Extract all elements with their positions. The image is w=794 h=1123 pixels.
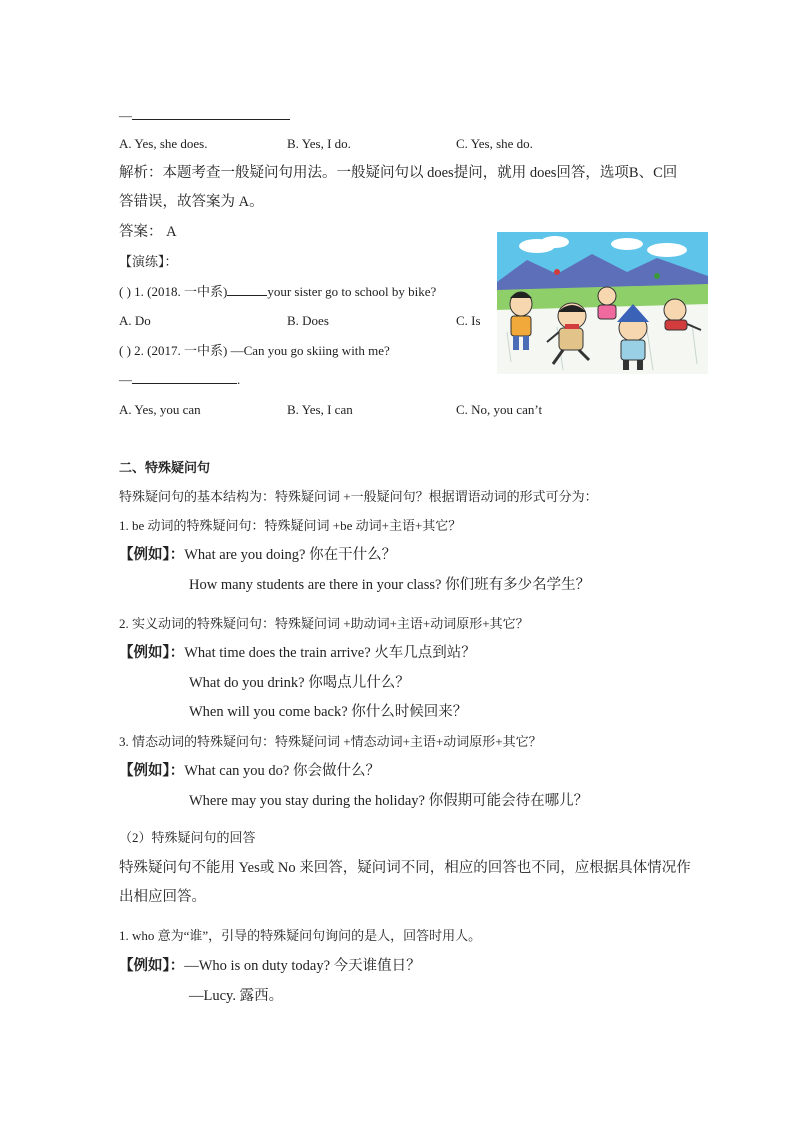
example-1: [119, 546, 396, 564]
dash: —: [119, 372, 132, 387]
q2-answer-line: [119, 371, 240, 389]
example-text: What time does the train arrive? 火车几点到站？: [184, 645, 476, 661]
q1-option-a: A. Do: [119, 313, 151, 328]
answer-text: 答案： A: [119, 224, 177, 240]
subsection-title: （2）特殊疑问句的回答: [119, 830, 256, 845]
example-text: What are you doing? 你在干什么？: [184, 547, 397, 563]
q2-text: 2. (2017. 一中系) —Can you go skiing with me?: [134, 343, 390, 358]
item-2: 2. 实义动词的特殊疑问句：特殊疑问词 +助动词+主语+动词原形+其它？: [119, 616, 529, 631]
prev-option-b: B. Yes, I do.: [287, 136, 351, 151]
cartoon-illustration: [497, 232, 708, 374]
q1-suffix: your sister go to school by bike?: [267, 284, 437, 299]
example-text: What can you do? 你会做什么？: [184, 763, 380, 779]
answer-line: [119, 107, 290, 125]
blank-line: [132, 371, 237, 384]
q1-option-c: C. Is: [456, 313, 481, 328]
section-intro: 特殊疑问句的基本结构为：特殊疑问词 +一般疑问句？根据谓语动词的形式可分为：: [119, 489, 598, 504]
example-2: [119, 644, 476, 662]
prev-option-a: A. Yes, she does.: [119, 136, 208, 151]
dash: —: [119, 108, 132, 123]
blank-line: [132, 107, 290, 120]
example-3b: Where may you stay during the holiday? 你假期可能会待在哪儿？: [189, 793, 589, 809]
who-line: 1. who 意为“谁”，引导的特殊疑问句询问的是人，回答时用人。: [119, 928, 482, 943]
example-3: [119, 762, 380, 780]
analysis-line-1: 解析：本题考查一般疑问句用法。一般疑问句以 does提问，就用 does回答，选项B、C回: [119, 165, 678, 181]
practice-q1: [119, 283, 436, 301]
q2-option-b: B. Yes, I can: [287, 402, 353, 417]
prev-option-c: C. Yes, she do.: [456, 136, 533, 151]
item-3: 3. 情态动词的特殊疑问句：特殊疑问词 +情态动词+主语+动词原形+其它？: [119, 734, 542, 749]
subsection-line-2: 出相应回答。: [119, 889, 206, 905]
answer-paren: ( ): [119, 343, 131, 358]
example-label: 【例如】：: [119, 958, 185, 974]
example-label: 【例如】：: [119, 547, 185, 563]
answer-paren: ( ): [119, 284, 131, 299]
period: .: [237, 372, 241, 387]
example-1b: How many students are there in your class? 你们班有多少名学生？: [189, 577, 591, 593]
practice-heading: 【演练】：: [119, 254, 178, 269]
example-text: —Who is on duty today? 今天谁值日？: [184, 958, 421, 974]
cartoon-skiing-scene: [497, 232, 708, 374]
q1-prefix: 1. (2018. 一中系): [134, 284, 228, 299]
item-1: 1. be 动词的特殊疑问句：特殊疑问词 +be 动词+主语+其它？: [119, 518, 462, 533]
example-label: 【例如】：: [119, 763, 185, 779]
analysis-line-2: 答错误，故答案为 A。: [119, 194, 264, 210]
q2-option-a: A. Yes, you can: [119, 402, 201, 417]
child-3: [598, 287, 616, 319]
example-label: 【例如】：: [119, 645, 185, 661]
subsection-line-1: 特殊疑问句不能用 Yes或 No 来回答，疑问词不同，相应的回答也不同，应根据具体情况作: [119, 860, 691, 876]
q2-option-c: C. No, you can’t: [456, 402, 543, 417]
example-2c: When will you come back? 你什么时候回来？: [189, 704, 468, 720]
practice-q2: [119, 342, 390, 360]
example-who: [119, 957, 421, 975]
blank-line: [227, 283, 267, 296]
example-who-b: —Lucy. 露西。: [189, 988, 284, 1004]
section-title: 二、特殊疑问句: [119, 460, 211, 475]
q1-option-b: B. Does: [287, 313, 329, 328]
example-2b: What do you drink? 你喝点儿什么？: [189, 675, 410, 691]
